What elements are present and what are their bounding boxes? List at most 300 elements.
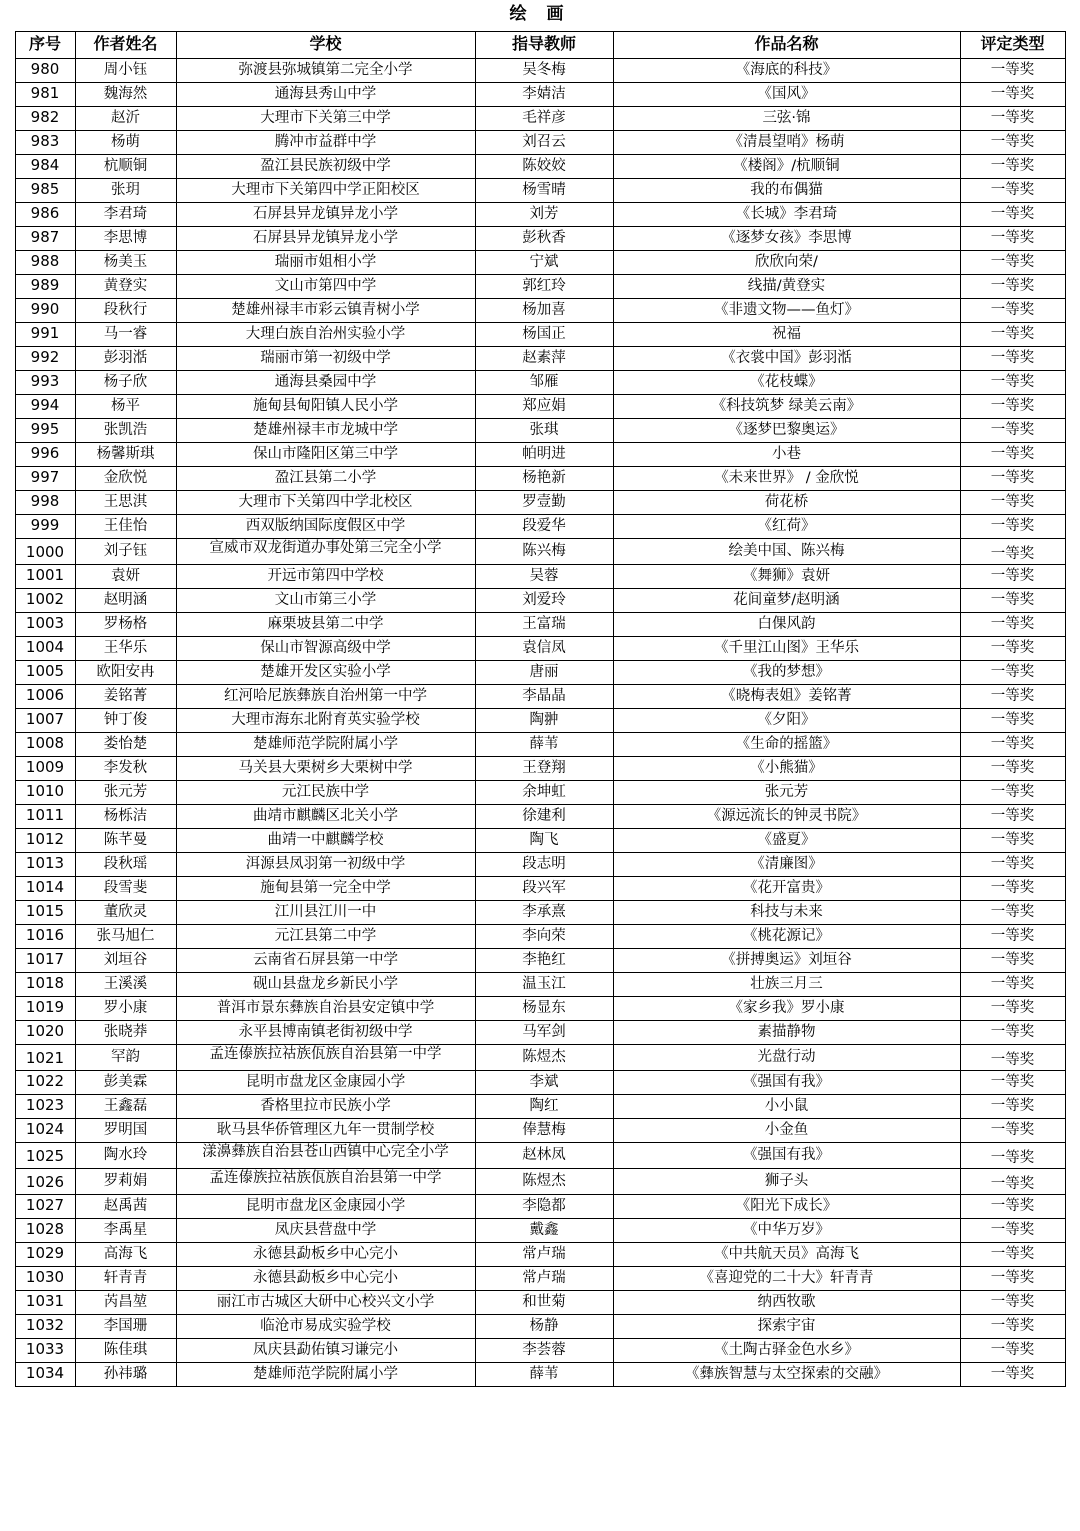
cell-school: 楚雄师范学院附属小学 — [176, 1362, 475, 1386]
column-header-award: 评定类型 — [960, 31, 1065, 58]
cell-award: 一等奖 — [960, 732, 1065, 756]
cell-school: 元江民族中学 — [176, 780, 475, 804]
table-row — [15, 274, 1065, 298]
cell-award: 一等奖 — [960, 1266, 1065, 1290]
cell-work: 《土陶古驿金色水乡》 — [613, 1338, 960, 1362]
cell-award: 一等奖 — [960, 154, 1065, 178]
table-row — [15, 852, 1065, 876]
cell-no: 1015 — [15, 900, 75, 924]
cell-teacher: 罗壹勤 — [475, 490, 613, 514]
cell-teacher: 杨静 — [475, 1314, 613, 1338]
cell-school: 凤庆县勐佑镇习谦完小 — [176, 1338, 475, 1362]
cell-school: 弥渡县弥城镇第二完全小学 — [176, 58, 475, 82]
cell-award: 一等奖 — [960, 1314, 1065, 1338]
cell-teacher: 常卢瑞 — [475, 1242, 613, 1266]
cell-work: 狮子头 — [613, 1168, 960, 1194]
table-row — [15, 346, 1065, 370]
cell-work: 《逐梦女孩》李思博 — [613, 226, 960, 250]
table-row — [15, 1070, 1065, 1094]
cell-work: 光盘行动 — [613, 1044, 960, 1070]
cell-award: 一等奖 — [960, 1044, 1065, 1070]
cell-teacher: 陶飞 — [475, 828, 613, 852]
cell-no: 985 — [15, 178, 75, 202]
cell-school: 楚雄州禄丰市龙城中学 — [176, 418, 475, 442]
cell-teacher: 段爱华 — [475, 514, 613, 538]
column-header-no: 序号 — [15, 31, 75, 58]
table-row — [15, 1118, 1065, 1142]
cell-school: 楚雄师范学院附属小学 — [176, 732, 475, 756]
cell-work: 《桃花源记》 — [613, 924, 960, 948]
cell-no: 1006 — [15, 684, 75, 708]
cell-teacher: 宁斌 — [475, 250, 613, 274]
cell-school: 文山市第三小学 — [176, 588, 475, 612]
cell-work: 白倮风韵 — [613, 612, 960, 636]
cell-school: 石屏县异龙镇异龙小学 — [176, 226, 475, 250]
table-row — [15, 490, 1065, 514]
cell-no: 1018 — [15, 972, 75, 996]
cell-school: 元江县第二中学 — [176, 924, 475, 948]
cell-no: 987 — [15, 226, 75, 250]
table-row — [15, 1194, 1065, 1218]
table-row — [15, 780, 1065, 804]
cell-teacher: 温玉江 — [475, 972, 613, 996]
award-list-table — [15, 31, 1066, 1387]
cell-work: 《红荷》 — [613, 514, 960, 538]
cell-work: 探索宇宙 — [613, 1314, 960, 1338]
cell-work: 《清晨望哨》杨萌 — [613, 130, 960, 154]
cell-name: 彭美霖 — [75, 1070, 176, 1094]
cell-name: 杨美玉 — [75, 250, 176, 274]
cell-name: 罗小康 — [75, 996, 176, 1020]
cell-school: 石屏县异龙镇异龙小学 — [176, 202, 475, 226]
table-header — [15, 31, 1065, 58]
cell-teacher: 王富瑞 — [475, 612, 613, 636]
cell-no: 1022 — [15, 1070, 75, 1094]
cell-name: 张晓莽 — [75, 1020, 176, 1044]
cell-work: 小金鱼 — [613, 1118, 960, 1142]
cell-no: 1011 — [15, 804, 75, 828]
cell-teacher: 毛祥彦 — [475, 106, 613, 130]
cell-award: 一等奖 — [960, 588, 1065, 612]
table-row — [15, 972, 1065, 996]
cell-school: 漾濞彝族自治县苍山西镇中心完全小学 — [176, 1142, 475, 1168]
cell-name: 李禹星 — [75, 1218, 176, 1242]
cell-no: 1020 — [15, 1020, 75, 1044]
cell-school: 曲靖市麒麟区北关小学 — [176, 804, 475, 828]
cell-award: 一等奖 — [960, 636, 1065, 660]
cell-school: 永德县勐板乡中心完小 — [176, 1266, 475, 1290]
cell-school: 孟连傣族拉祜族佤族自治县第一中学 — [176, 1044, 475, 1070]
table-row — [15, 756, 1065, 780]
table-row — [15, 660, 1065, 684]
cell-name: 罗莉娟 — [75, 1168, 176, 1194]
cell-award: 一等奖 — [960, 948, 1065, 972]
cell-award: 一等奖 — [960, 274, 1065, 298]
cell-name: 张玥 — [75, 178, 176, 202]
table-row — [15, 1290, 1065, 1314]
table-row — [15, 538, 1065, 564]
cell-school: 昆明市盘龙区金康园小学 — [176, 1194, 475, 1218]
cell-name: 陈佳琪 — [75, 1338, 176, 1362]
cell-name: 杨平 — [75, 394, 176, 418]
cell-no: 993 — [15, 370, 75, 394]
cell-teacher: 杨雪晴 — [475, 178, 613, 202]
cell-work: 《楼阁》/杭顺铜 — [613, 154, 960, 178]
cell-teacher: 李荟蓉 — [475, 1338, 613, 1362]
cell-name: 王溪溪 — [75, 972, 176, 996]
cell-name: 李思博 — [75, 226, 176, 250]
cell-school: 砚山县盘龙乡新民小学 — [176, 972, 475, 996]
cell-award: 一等奖 — [960, 202, 1065, 226]
cell-name: 周小钰 — [75, 58, 176, 82]
cell-teacher: 陶翀 — [475, 708, 613, 732]
cell-award: 一等奖 — [960, 466, 1065, 490]
cell-teacher: 李承熹 — [475, 900, 613, 924]
cell-work: 《科技筑梦 绿美云南》 — [613, 394, 960, 418]
cell-school: 施甸县甸阳镇人民小学 — [176, 394, 475, 418]
cell-work: 《花枝蝶》 — [613, 370, 960, 394]
cell-work: 花间童梦/赵明涵 — [613, 588, 960, 612]
column-header-school: 学校 — [176, 31, 475, 58]
cell-award: 一等奖 — [960, 804, 1065, 828]
column-header-name: 作者姓名 — [75, 31, 176, 58]
cell-school: 洱源县凤羽第一初级中学 — [176, 852, 475, 876]
table-row — [15, 466, 1065, 490]
cell-name: 杨栎洁 — [75, 804, 176, 828]
cell-name: 杨子欣 — [75, 370, 176, 394]
cell-award: 一等奖 — [960, 1242, 1065, 1266]
cell-teacher: 邹雁 — [475, 370, 613, 394]
table-row — [15, 394, 1065, 418]
cell-teacher: 薛苇 — [475, 732, 613, 756]
cell-work: 荷花桥 — [613, 490, 960, 514]
cell-award: 一等奖 — [960, 1020, 1065, 1044]
cell-work: 《中华万岁》 — [613, 1218, 960, 1242]
cell-work: 《长城》李君琦 — [613, 202, 960, 226]
cell-school: 西双版纳国际度假区中学 — [176, 514, 475, 538]
cell-work: 《小熊猫》 — [613, 756, 960, 780]
cell-name: 魏海然 — [75, 82, 176, 106]
cell-teacher: 陈煜杰 — [475, 1168, 613, 1194]
cell-teacher: 李向荣 — [475, 924, 613, 948]
cell-school: 永平县博南镇老街初级中学 — [176, 1020, 475, 1044]
cell-teacher: 吴蓉 — [475, 564, 613, 588]
cell-no: 1025 — [15, 1142, 75, 1168]
cell-award: 一等奖 — [960, 1070, 1065, 1094]
cell-work: 欣欣向荣/ — [613, 250, 960, 274]
cell-name: 张马旭仁 — [75, 924, 176, 948]
cell-work: 《拼搏奥运》刘垣谷 — [613, 948, 960, 972]
cell-work: 《海底的科技》 — [613, 58, 960, 82]
cell-name: 段秋瑶 — [75, 852, 176, 876]
cell-school: 永德县勐板乡中心完小 — [176, 1242, 475, 1266]
cell-no: 1005 — [15, 660, 75, 684]
table-row — [15, 828, 1065, 852]
cell-name: 马一睿 — [75, 322, 176, 346]
cell-teacher: 赵素萍 — [475, 346, 613, 370]
cell-award: 一等奖 — [960, 178, 1065, 202]
table-row — [15, 804, 1065, 828]
cell-work: 《夕阳》 — [613, 708, 960, 732]
cell-no: 994 — [15, 394, 75, 418]
cell-award: 一等奖 — [960, 1290, 1065, 1314]
table-row — [15, 900, 1065, 924]
cell-teacher: 李婧洁 — [475, 82, 613, 106]
cell-work: 张元芳 — [613, 780, 960, 804]
table-row — [15, 106, 1065, 130]
table-row — [15, 178, 1065, 202]
cell-work: 壮族三月三 — [613, 972, 960, 996]
cell-name: 罗明国 — [75, 1118, 176, 1142]
cell-no: 981 — [15, 82, 75, 106]
cell-name: 杭顺铜 — [75, 154, 176, 178]
cell-teacher: 李晶晶 — [475, 684, 613, 708]
table-row — [15, 1044, 1065, 1070]
table-row — [15, 250, 1065, 274]
cell-no: 982 — [15, 106, 75, 130]
cell-name: 杨萌 — [75, 130, 176, 154]
cell-school: 昆明市盘龙区金康园小学 — [176, 1070, 475, 1094]
cell-award: 一等奖 — [960, 1194, 1065, 1218]
cell-teacher: 戴鑫 — [475, 1218, 613, 1242]
cell-no: 1027 — [15, 1194, 75, 1218]
table-body — [15, 58, 1065, 1386]
cell-award: 一等奖 — [960, 442, 1065, 466]
cell-school: 大理市海东北附育英实验学校 — [176, 708, 475, 732]
cell-work: 《千里江山图》王华乐 — [613, 636, 960, 660]
cell-no: 1032 — [15, 1314, 75, 1338]
cell-no: 990 — [15, 298, 75, 322]
cell-work: 《花开富贵》 — [613, 876, 960, 900]
cell-no: 1026 — [15, 1168, 75, 1194]
table-row — [15, 1266, 1065, 1290]
cell-name: 赵明涵 — [75, 588, 176, 612]
cell-work: 《国风》 — [613, 82, 960, 106]
cell-award: 一等奖 — [960, 490, 1065, 514]
table-row — [15, 708, 1065, 732]
cell-no: 980 — [15, 58, 75, 82]
cell-no: 1031 — [15, 1290, 75, 1314]
cell-award: 一等奖 — [960, 106, 1065, 130]
cell-name: 张凯浩 — [75, 418, 176, 442]
cell-name: 董欣灵 — [75, 900, 176, 924]
table-row — [15, 636, 1065, 660]
cell-no: 999 — [15, 514, 75, 538]
cell-work: 《强国有我》 — [613, 1142, 960, 1168]
cell-school: 孟连傣族拉祜族佤族自治县第一中学 — [176, 1168, 475, 1194]
cell-school: 通海县桑园中学 — [176, 370, 475, 394]
cell-award: 一等奖 — [960, 418, 1065, 442]
cell-name: 罗杨格 — [75, 612, 176, 636]
cell-school: 大理市下关第三中学 — [176, 106, 475, 130]
cell-school: 江川县江川一中 — [176, 900, 475, 924]
cell-work: 《生命的摇篮》 — [613, 732, 960, 756]
cell-no: 1000 — [15, 538, 75, 564]
table-row — [15, 1020, 1065, 1044]
table-row — [15, 1362, 1065, 1386]
cell-name: 彭羽湉 — [75, 346, 176, 370]
cell-school: 凤庆县营盘中学 — [176, 1218, 475, 1242]
cell-work: 《阳光下成长》 — [613, 1194, 960, 1218]
cell-school: 大理白族自治州实验小学 — [176, 322, 475, 346]
cell-teacher: 张琪 — [475, 418, 613, 442]
cell-no: 1002 — [15, 588, 75, 612]
cell-no: 995 — [15, 418, 75, 442]
cell-teacher: 杨显东 — [475, 996, 613, 1020]
table-row — [15, 564, 1065, 588]
cell-teacher: 彭秋香 — [475, 226, 613, 250]
cell-work: 《喜迎党的二十大》轩青青 — [613, 1266, 960, 1290]
cell-teacher: 李隐都 — [475, 1194, 613, 1218]
cell-teacher: 薛苇 — [475, 1362, 613, 1386]
cell-no: 1021 — [15, 1044, 75, 1070]
cell-award: 一等奖 — [960, 82, 1065, 106]
cell-award: 一等奖 — [960, 924, 1065, 948]
cell-work: 素描静物 — [613, 1020, 960, 1044]
cell-name: 芮昌堃 — [75, 1290, 176, 1314]
cell-work: 小巷 — [613, 442, 960, 466]
cell-name: 段雪斐 — [75, 876, 176, 900]
cell-teacher: 郭红玲 — [475, 274, 613, 298]
cell-no: 1004 — [15, 636, 75, 660]
cell-teacher: 陈煜杰 — [475, 1044, 613, 1070]
cell-no: 998 — [15, 490, 75, 514]
cell-name: 刘垣谷 — [75, 948, 176, 972]
cell-no: 991 — [15, 322, 75, 346]
table-row — [15, 588, 1065, 612]
table-row — [15, 1218, 1065, 1242]
table-row — [15, 1338, 1065, 1362]
cell-teacher: 段兴军 — [475, 876, 613, 900]
cell-name: 段秋行 — [75, 298, 176, 322]
cell-work: 《我的梦想》 — [613, 660, 960, 684]
column-header-work: 作品名称 — [613, 31, 960, 58]
cell-no: 997 — [15, 466, 75, 490]
cell-school: 盈江县民族初级中学 — [176, 154, 475, 178]
cell-award: 一等奖 — [960, 660, 1065, 684]
cell-school: 香格里拉市民族小学 — [176, 1094, 475, 1118]
table-row — [15, 996, 1065, 1020]
cell-name: 罕韵 — [75, 1044, 176, 1070]
cell-name: 欧阳安冉 — [75, 660, 176, 684]
cell-award: 一等奖 — [960, 1094, 1065, 1118]
cell-no: 1014 — [15, 876, 75, 900]
cell-award: 一等奖 — [960, 298, 1065, 322]
table-row — [15, 732, 1065, 756]
cell-award: 一等奖 — [960, 876, 1065, 900]
cell-no: 1016 — [15, 924, 75, 948]
cell-teacher: 和世菊 — [475, 1290, 613, 1314]
cell-no: 1019 — [15, 996, 75, 1020]
cell-work: 绘美中国、陈兴梅 — [613, 538, 960, 564]
table-row — [15, 684, 1065, 708]
cell-teacher: 段志明 — [475, 852, 613, 876]
cell-work: 《衣裳中国》彭羽湉 — [613, 346, 960, 370]
cell-teacher: 余坤虹 — [475, 780, 613, 804]
table-row — [15, 370, 1065, 394]
cell-no: 992 — [15, 346, 75, 370]
cell-no: 1034 — [15, 1362, 75, 1386]
cell-school: 红河哈尼族彝族自治州第一中学 — [176, 684, 475, 708]
cell-no: 1030 — [15, 1266, 75, 1290]
cell-name: 李发秋 — [75, 756, 176, 780]
cell-teacher: 陈兴梅 — [475, 538, 613, 564]
table-row — [15, 58, 1065, 82]
cell-work: 我的布偶猫 — [613, 178, 960, 202]
cell-school: 宣威市双龙街道办事处第三完全小学 — [176, 538, 475, 564]
cell-award: 一等奖 — [960, 708, 1065, 732]
cell-work: 《未来世界》 / 金欣悦 — [613, 466, 960, 490]
cell-award: 一等奖 — [960, 538, 1065, 564]
cell-no: 984 — [15, 154, 75, 178]
cell-school: 麻栗坡县第二中学 — [176, 612, 475, 636]
cell-award: 一等奖 — [960, 1168, 1065, 1194]
cell-work: 《家乡我》罗小康 — [613, 996, 960, 1020]
cell-work: 《清廉图》 — [613, 852, 960, 876]
cell-no: 1029 — [15, 1242, 75, 1266]
cell-no: 1017 — [15, 948, 75, 972]
cell-no: 1033 — [15, 1338, 75, 1362]
cell-school: 大理市下关第四中学正阳校区 — [176, 178, 475, 202]
cell-name: 王思淇 — [75, 490, 176, 514]
cell-work: 《盛夏》 — [613, 828, 960, 852]
table-row — [15, 924, 1065, 948]
cell-name: 孙祎璐 — [75, 1362, 176, 1386]
table-row — [15, 226, 1065, 250]
cell-work: 《非遗文物——鱼灯》 — [613, 298, 960, 322]
cell-teacher: 李斌 — [475, 1070, 613, 1094]
cell-name: 赵禹茜 — [75, 1194, 176, 1218]
cell-award: 一等奖 — [960, 1338, 1065, 1362]
cell-award: 一等奖 — [960, 514, 1065, 538]
cell-no: 1009 — [15, 756, 75, 780]
table-row — [15, 1094, 1065, 1118]
cell-name: 钟丁俊 — [75, 708, 176, 732]
cell-work: 《强国有我》 — [613, 1070, 960, 1094]
cell-no: 1003 — [15, 612, 75, 636]
cell-work: 《中共航天员》高海飞 — [613, 1242, 960, 1266]
cell-name: 金欣悦 — [75, 466, 176, 490]
cell-name: 王佳怡 — [75, 514, 176, 538]
cell-school: 保山市隆阳区第三中学 — [176, 442, 475, 466]
cell-school: 瑞丽市姐相小学 — [176, 250, 475, 274]
cell-no: 1007 — [15, 708, 75, 732]
cell-no: 986 — [15, 202, 75, 226]
cell-work: 《舞狮》袁妍 — [613, 564, 960, 588]
cell-no: 1028 — [15, 1218, 75, 1242]
cell-work: 三弦·锦 — [613, 106, 960, 130]
cell-award: 一等奖 — [960, 684, 1065, 708]
cell-award: 一等奖 — [960, 900, 1065, 924]
cell-school: 保山市智源高级中学 — [176, 636, 475, 660]
cell-teacher: 常卢瑞 — [475, 1266, 613, 1290]
cell-name: 王华乐 — [75, 636, 176, 660]
cell-name: 陈芊曼 — [75, 828, 176, 852]
cell-no: 1013 — [15, 852, 75, 876]
cell-award: 一等奖 — [960, 612, 1065, 636]
cell-no: 983 — [15, 130, 75, 154]
cell-work: 《源远流长的钟灵书院》 — [613, 804, 960, 828]
cell-school: 丽江市古城区大研中心校兴文小学 — [176, 1290, 475, 1314]
cell-work: 祝福 — [613, 322, 960, 346]
cell-school: 马关县大栗树乡大栗树中学 — [176, 756, 475, 780]
cell-award: 一等奖 — [960, 852, 1065, 876]
cell-award: 一等奖 — [960, 226, 1065, 250]
cell-award: 一等奖 — [960, 346, 1065, 370]
cell-school: 普洱市景东彝族自治县安定镇中学 — [176, 996, 475, 1020]
cell-school: 临沧市易成实验学校 — [176, 1314, 475, 1338]
cell-award: 一等奖 — [960, 394, 1065, 418]
